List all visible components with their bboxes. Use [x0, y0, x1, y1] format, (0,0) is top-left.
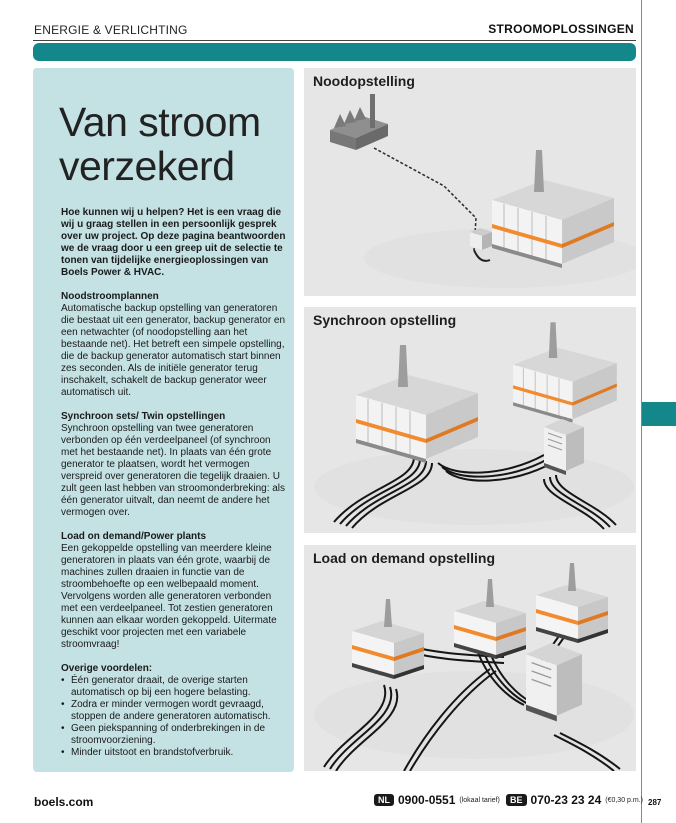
- phone-be: [506, 793, 643, 807]
- illustration-title: Load on demand opstelling: [313, 550, 495, 566]
- synchronous-setup-drawing: [304, 307, 636, 533]
- illustration-title: Noodopstelling: [313, 73, 415, 89]
- phone-rate-be: (€0,30 p.m.): [605, 796, 643, 804]
- phone-rate-nl: (lokaal tarief): [459, 796, 500, 804]
- advantage-item: • Minder uitstoot en brandstofverbruik.: [61, 747, 289, 759]
- advantage-item: • Zodra er minder vermogen wordt gevraagd, stoppen de andere generatoren automatisch.: [61, 699, 289, 723]
- illustration-load-on-demand: [304, 545, 636, 771]
- advantages-heading: Overige voordelen:: [61, 663, 153, 674]
- illustration-synchroon: [304, 307, 636, 533]
- section-heading-load-on-demand: Load on demand/Power plants: [61, 531, 207, 542]
- section-heading-synchroon: Synchroon sets/ Twin opstellingen: [61, 411, 226, 422]
- country-badge-be: BE: [506, 794, 527, 806]
- article-body: [61, 207, 289, 759]
- generator-icon: [352, 599, 424, 679]
- section-title: STROOMOPLOSSINGEN: [488, 22, 634, 36]
- section-heading-noodstroom: Noodstroomplannen: [61, 291, 159, 302]
- generator-icon: [513, 322, 617, 422]
- header-divider: [33, 40, 636, 41]
- factory-icon: [330, 94, 388, 150]
- phone-nl: [374, 793, 500, 807]
- page-number: 287: [648, 798, 662, 807]
- illustration-noodopstelling: [304, 68, 636, 296]
- section-body-noodstroom: Automatische backup opstelling van generatoren die bestaat uit een generator, backup generator en een netwachter (of noodopstelling aan het bestaande net). Het betreft een simpele opstelling, die de backup generator automatisch start binnen zes seconden. Als de initiële generator terug inschakelt, schakelt de backup generator weer automatisch uit.: [61, 303, 286, 398]
- page-title: Van stroom verzekerd: [59, 99, 261, 189]
- generator-icon: [356, 345, 478, 463]
- section-body-synchroon: Synchroon opstelling van twee generatoren verbonden op één verdeelpaneel (of synchroon met het bestaande net). In plaats van één grote generator te plaatsen, wordt het vermogen verspreid over generatoren die tegelijk draaien. U zult geen last hebben van stroomonderbreking: als één generator uitvalt, dan neemt de andere het vermogen over.: [61, 423, 286, 518]
- intro-paragraph: Hoe kunnen wij u helpen? Het is een vraag die wij u graag stellen in een persoonlijk gesprek over uw project. Op deze pagina beantwoorden we de vraag door u een greep uit de selectie te tonen van tijdelijke energieoplossingen van Boels Power & HVAC.: [61, 207, 286, 278]
- emergency-setup-drawing: [304, 68, 636, 296]
- phone-number-be[interactable]: 070-23 23 24: [530, 793, 602, 807]
- chapter-tab: [642, 402, 676, 426]
- advantages-list: [61, 675, 289, 759]
- advantage-item: • Één generator draait, de overige starten automatisch op bij een hogere belasting.: [61, 675, 289, 699]
- country-badge-nl: NL: [374, 794, 394, 806]
- section-label: ENERGIE & VERLICHTING: [34, 23, 188, 37]
- header-accent-bar: [33, 43, 636, 61]
- generator-icon: [454, 579, 526, 659]
- load-on-demand-drawing: [304, 545, 636, 771]
- generator-icon: [536, 563, 608, 643]
- advantage-item: • Geen piekspanning of onderbrekingen in de stroomvoorziening.: [61, 723, 289, 747]
- switch-box-icon: [470, 228, 492, 250]
- illustration-title: Synchroon opstelling: [313, 312, 457, 328]
- phone-number-nl[interactable]: 0900-0551: [398, 793, 456, 807]
- section-body-load-on-demand: Een gekoppelde opstelling van meerdere kleine generatoren in plaats van één grote, waarbij de machines zullen draaien in functie van de stroombehoefte op een welbepaald moment. Vervolgens worden alle generatoren verbonden met een verdeelpaneel. Tot zestien generatoren kunnen aan elkaar worden gekoppeld. Uitermate geschikt voor projecten met een variabele stroomvraag!: [61, 543, 277, 650]
- website-link[interactable]: boels.com: [34, 795, 94, 809]
